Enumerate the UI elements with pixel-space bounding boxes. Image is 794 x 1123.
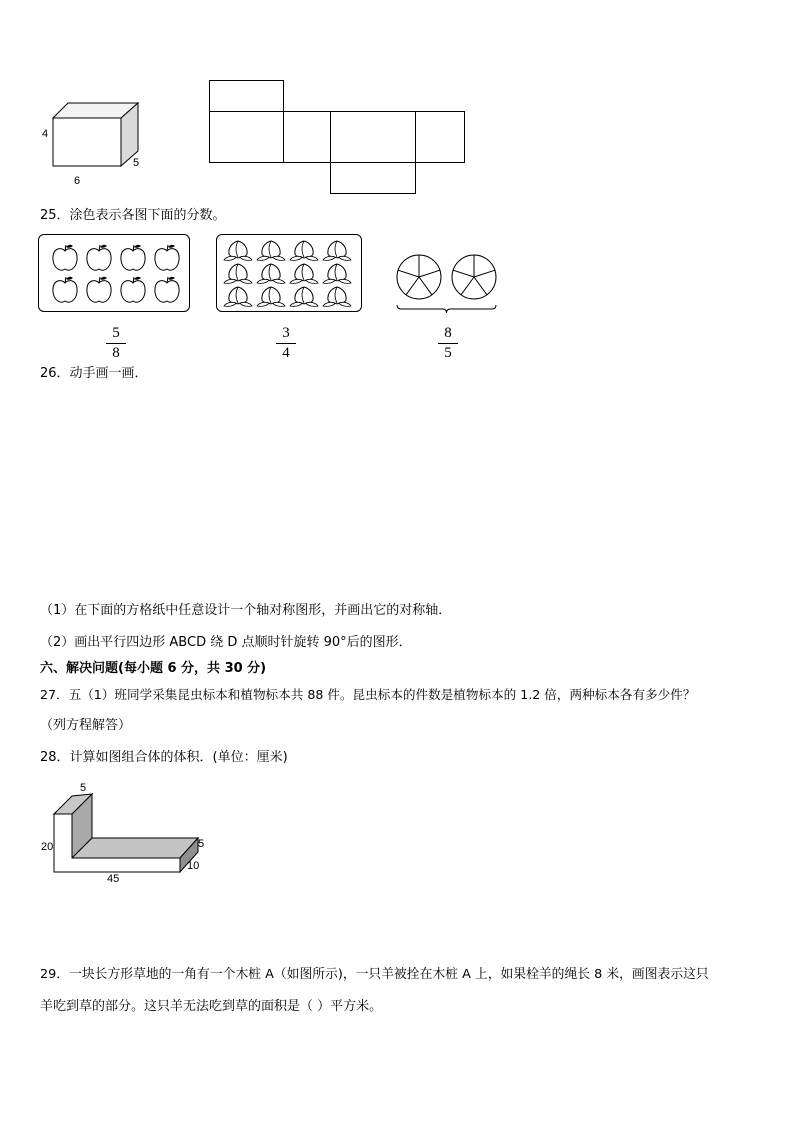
circle-fraction-numerator: 8 xyxy=(444,325,452,341)
fraction-bar xyxy=(106,343,126,344)
peach-icon xyxy=(224,264,252,283)
apple-fraction-numerator: 5 xyxy=(112,325,120,341)
peach-fraction-numerator: 3 xyxy=(282,325,290,341)
fraction-bar xyxy=(438,343,458,344)
peach-icon xyxy=(257,264,285,283)
cuboid-net-figure xyxy=(207,78,469,196)
section6-title: 六、解决问题(每小题 6 分，共 30 分) xyxy=(40,661,267,676)
q28-label-left: 20 xyxy=(41,841,54,853)
q27-line1: 27．五（1）班同学采集昆虫标本和植物标本共 88 件。昆虫标本的件数是植物标本的 1.2 倍，两种标本各有多少件？ xyxy=(40,687,696,702)
apple-fraction xyxy=(106,325,126,362)
cuboid-height-label: 4 xyxy=(42,128,49,140)
peaches-figure xyxy=(217,235,361,311)
peach-icon xyxy=(257,241,285,260)
peach-icon xyxy=(257,287,285,306)
peach-icon xyxy=(323,241,351,260)
q28-label-top: 5 xyxy=(80,782,87,794)
l-shape-solid-figure xyxy=(50,786,210,878)
peach-icon xyxy=(290,241,318,260)
circles-figure xyxy=(392,250,502,314)
apple-icon xyxy=(53,277,77,302)
apples-figure xyxy=(39,235,189,311)
peach-icon xyxy=(323,287,351,306)
q27-line2: （列方程解答） xyxy=(40,718,132,733)
apple-icon xyxy=(155,245,179,270)
circle-fraction xyxy=(438,325,458,362)
q29-line2: 羊吃到草的部分。这只羊无法吃到草的面积是（ ）平方米。 xyxy=(40,999,383,1014)
q25-text: 25．涂色表示各图下面的分数。 xyxy=(40,208,226,223)
peach-icon xyxy=(224,287,252,306)
q28-label-bottom: 45 xyxy=(107,873,120,885)
apple-icon xyxy=(87,245,111,270)
peach-icon xyxy=(224,241,252,260)
sector-circle xyxy=(452,255,496,299)
fraction-bar xyxy=(276,343,296,344)
peach-fraction-denominator: 4 xyxy=(282,345,290,361)
q28-label-right-bottom: 10 xyxy=(187,860,200,872)
q28-text: 28．计算如图组合体的体积．(单位：厘米) xyxy=(40,750,288,765)
cuboid-depth-label: 5 xyxy=(133,157,140,169)
apple-icon xyxy=(155,277,179,302)
peach-icon xyxy=(323,264,351,283)
apple-icon xyxy=(121,245,145,270)
q26-text: 26．动手画一画． xyxy=(40,366,148,381)
apple-box xyxy=(38,234,190,312)
apple-icon xyxy=(53,245,77,270)
apple-fraction-denominator: 8 xyxy=(112,345,120,361)
q28-label-right-top: 5 xyxy=(198,838,205,850)
sector-circle xyxy=(397,255,441,299)
peach-icon xyxy=(290,287,318,306)
circle-fraction-denominator: 5 xyxy=(444,345,452,361)
q26-sub1: （1）在下面的方格纸中任意设计一个轴对称图形，并画出它的对称轴． xyxy=(40,603,452,618)
peach-icon xyxy=(290,264,318,283)
brace xyxy=(397,305,496,313)
q29-line1: 29．一块长方形草地的一角有一个木桩 A（如图所示)，一只羊被拴在木桩 A 上，如果栓羊的绳长 8 米，画图表示这只 xyxy=(40,967,709,982)
peach-fraction xyxy=(276,325,296,362)
apple-icon xyxy=(121,277,145,302)
peach-box xyxy=(216,234,362,312)
cuboid-figure xyxy=(40,98,150,190)
apple-icon xyxy=(87,277,111,302)
cuboid-length-label: 6 xyxy=(74,175,81,187)
q26-sub2: （2）画出平行四边形 ABCD 绕 D 点顺时针旋转 90°后的图形． xyxy=(40,635,412,650)
